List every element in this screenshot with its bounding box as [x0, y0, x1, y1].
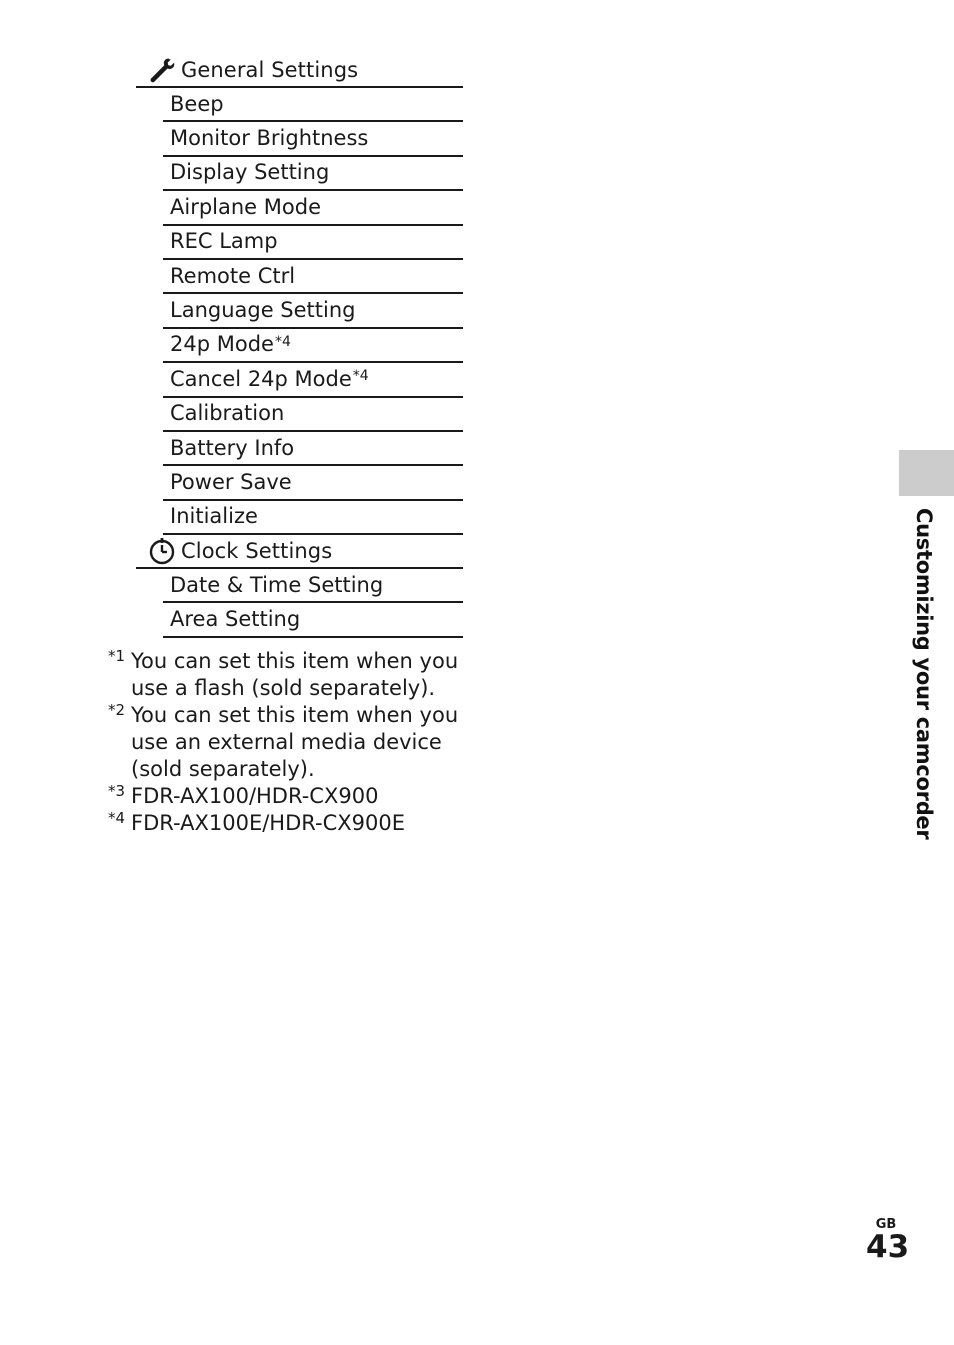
footnote-mark: *3 — [108, 782, 126, 800]
clock-icon — [148, 537, 176, 565]
page-number: 43 — [866, 1229, 910, 1265]
list-item: Date & Time Setting — [163, 569, 463, 603]
footnote — [108, 702, 468, 783]
general-settings-header — [136, 54, 463, 88]
footnote — [108, 783, 468, 810]
list-item: Remote Ctrl — [163, 260, 463, 294]
footnote-text: FDR-AX100/HDR-CX900 — [131, 784, 379, 808]
chapter-tab — [899, 450, 954, 496]
list-item: Area Setting — [163, 603, 463, 637]
list-item: Initialize — [163, 501, 463, 535]
general-settings-title: General Settings — [181, 57, 359, 82]
list-item: Display Setting — [163, 157, 463, 191]
footnote-text: FDR-AX100E/HDR-CX900E — [131, 811, 405, 835]
general-settings-list — [163, 88, 463, 535]
footnote-text: You can set this item when you use a flash (sold separately). — [131, 649, 459, 700]
list-item: Calibration — [163, 398, 463, 432]
list-item: Language Setting — [163, 294, 463, 328]
footnote-ref: *4 — [274, 333, 291, 350]
list-item: REC Lamp — [163, 226, 463, 260]
list-item: 24p Mode $^{*4}$ — [163, 329, 463, 363]
list-item: Battery Info — [163, 432, 463, 466]
list-item: Monitor Brightness — [163, 122, 463, 156]
list-item: Beep — [163, 88, 463, 122]
footnote — [108, 648, 468, 702]
chapter-title: Customizing your camcorder — [912, 508, 936, 840]
footnote-mark: *4 — [108, 809, 126, 827]
footnotes — [108, 648, 468, 837]
footnote — [108, 810, 468, 837]
list-item: Airplane Mode — [163, 191, 463, 225]
clock-settings-list — [163, 569, 463, 638]
footnote-mark: *2 — [108, 701, 126, 719]
wrench-icon — [148, 56, 176, 84]
footnote-text: You can set this item when you use an external media device (sold separately). — [131, 703, 459, 781]
region-code: GB — [875, 1217, 897, 1232]
settings-menu-table — [136, 54, 463, 638]
clock-settings-header — [136, 535, 463, 569]
footnote-mark: *1 — [108, 647, 126, 665]
list-item: Cancel 24p Mode $^{*4}$ — [163, 363, 463, 397]
footnote-ref: *4 — [352, 368, 369, 385]
clock-settings-title: Clock Settings — [181, 538, 333, 563]
list-item: Power Save — [163, 466, 463, 500]
page-footer — [866, 1217, 910, 1265]
